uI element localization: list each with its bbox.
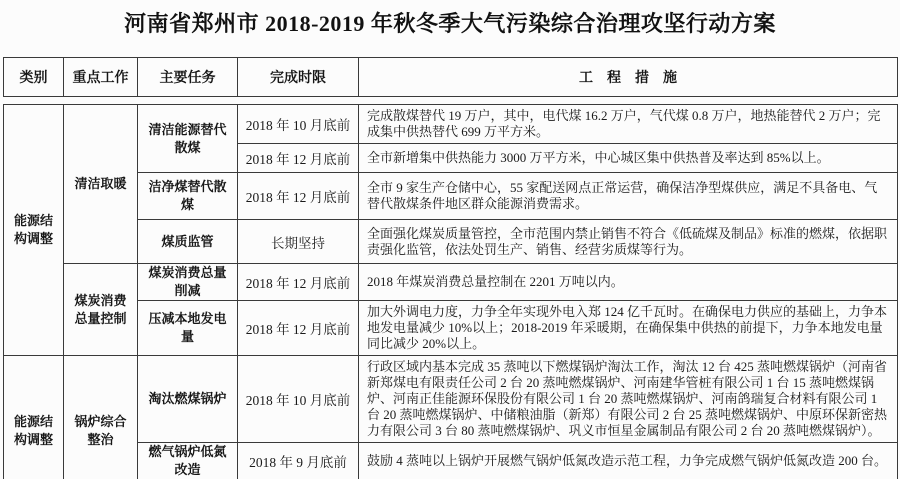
cell-deadline: 长期坚持	[238, 220, 359, 264]
cell-deadline: 2018 年 12 月底前	[238, 144, 359, 173]
cell-keywork-coal-consumption-control: 煤炭消费总量控制	[64, 264, 138, 356]
cell-keywork-boiler-treatment: 锅炉综合整治	[64, 356, 138, 479]
header-measures: 工 程 措 施	[359, 58, 898, 97]
cell-measure: 鼓励 4 蒸吨以上锅炉开展燃气锅炉低氮改造示范工程，力争完成燃气锅炉低氮改造 200 台。	[359, 443, 898, 479]
cell-measure: 全市 9 家生产仓储中心，55 家配送网点正常运营，确保洁净型煤供应，满足不具备电、气替代散煤条件地区群众能源消费需求。	[359, 173, 898, 220]
table-row	[4, 356, 898, 443]
cell-task-gas-boiler-low-nox-retrofit: 燃气锅炉低氮改造	[138, 443, 238, 479]
plan-table	[3, 104, 898, 479]
table-row	[4, 105, 898, 144]
cell-task-coal-consumption-cut: 煤炭消费总量削减	[138, 264, 238, 301]
cell-task-eliminate-coal-boilers: 淘汰燃煤锅炉	[138, 356, 238, 443]
cell-task-reduce-local-power-generation: 压减本地发电量	[138, 301, 238, 356]
cell-deadline: 2018 年 12 月底前	[238, 264, 359, 301]
cell-deadline: 2018 年 10 月底前	[238, 356, 359, 443]
cell-deadline: 2018 年 10 月底前	[238, 105, 359, 144]
table-row	[4, 301, 898, 356]
header-deadline: 完成时限	[238, 58, 359, 97]
cell-task-clean-energy-replace-coal: 清洁能源替代散煤	[138, 105, 238, 173]
header-key-work: 重点工作	[64, 58, 138, 97]
cell-measure: 全面强化煤炭质量管控，全市范围内禁止销售不符合《低硫煤及制品》标准的燃煤，依据职责强化监管，依法处罚生产、销售、经营劣质煤等行为。	[359, 220, 898, 264]
table-row	[4, 220, 898, 264]
cell-measure: 加大外调电力度，力争全年实现外电入郑 124 亿千瓦时。在确保电力供应的基础上，力争本地发电量减少 10%以上；2018-2019 年采暖期，在确保集中供热的前提下，力争本地发电量同比减少 20%以上。	[359, 301, 898, 356]
header-row	[4, 58, 898, 97]
cell-deadline: 2018 年 12 月底前	[238, 301, 359, 356]
cell-deadline: 2018 年 9 月底前	[238, 443, 359, 479]
cell-measure: 完成散煤替代 19 万户，其中，电代煤 16.2 万户，气代煤 0.8 万户，地热能替代 2 万户；完成集中供热替代 699 万平方米。	[359, 105, 898, 144]
table-row	[4, 173, 898, 220]
header-category: 类别	[4, 58, 64, 97]
table-header	[3, 57, 898, 97]
table-row	[4, 264, 898, 301]
cell-task-clean-coal-replace: 洁净煤替代散煤	[138, 173, 238, 220]
cell-task-coal-quality-supervision: 煤质监管	[138, 220, 238, 264]
cell-category-energy-structure-1: 能源结构调整	[4, 105, 64, 356]
cell-category-energy-structure-2: 能源结构调整	[4, 356, 64, 479]
table-row	[4, 443, 898, 479]
header-main-task: 主要任务	[138, 58, 238, 97]
document-title: 河南省郑州市 2018-2019 年秋冬季大气污染综合治理攻坚行动方案	[124, 11, 776, 36]
cell-deadline: 2018 年 12 月底前	[238, 173, 359, 220]
cell-measure: 2018 年煤炭消费总量控制在 2201 万吨以内。	[359, 264, 898, 301]
cell-measure: 行政区域内基本完成 35 蒸吨以下燃煤锅炉淘汰工作，淘汰 12 台 425 蒸吨燃煤锅炉（河南省新郑煤电有限责任公司 2 台 20 蒸吨燃煤锅炉、河南建华管桩有限公司 1 台 15 蒸吨燃煤锅炉、河南正佳能源环保股份有限公司 1 台 20 蒸吨燃煤锅炉、河南鸽瑞复合材料有限公司 1 台 20 蒸吨燃煤锅炉、中储粮油脂（新郑）有限公司 2 台 25 蒸吨燃煤锅炉、中原环保新密热力有限公司 3 台 80 蒸吨燃煤锅炉、巩义市恒星金属制品有限公司 2 台 20 蒸吨燃煤锅炉）。	[359, 356, 898, 443]
cell-measure: 全市新增集中供热能力 3000 万平方米，中心城区集中供热普及率达到 85%以上。	[359, 144, 898, 173]
cell-keywork-clean-heating: 清洁取暖	[64, 105, 138, 264]
